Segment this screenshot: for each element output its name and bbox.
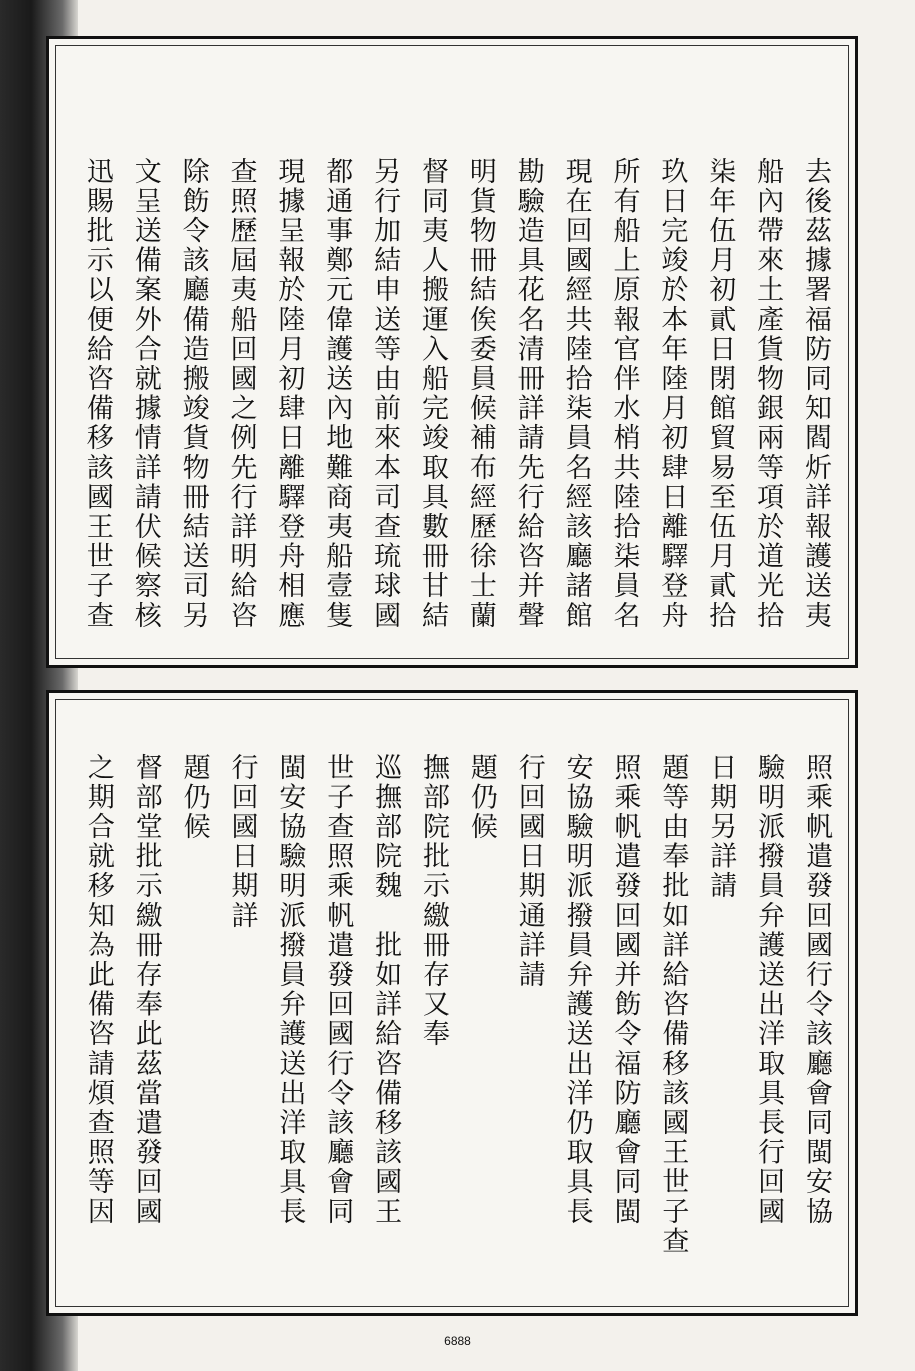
- text-column: 玖日完竣於本年陸月初肆日離驛登舟: [656, 157, 688, 631]
- text-column: 照乘帆遣發回國行令該廳會同閩安協: [801, 753, 832, 1227]
- text-column: 行回國日期通詳請: [513, 753, 545, 990]
- text-column: 巡撫部院魏 批如詳給咨備移該國王: [370, 753, 402, 1227]
- text-column: 行回國日期詳: [226, 753, 258, 931]
- text-column: 督同夷人搬運入船完竣取具數冊甘結: [417, 157, 448, 631]
- text-column: 都通事鄭元偉護送內地難商夷船壹隻: [321, 157, 353, 631]
- text-column: 照乘帆遣發回國并飭令福防廳會同閩: [609, 753, 641, 1227]
- text-column: 去後茲據署福防同知閻炘詳報護送夷: [800, 157, 831, 631]
- text-column: 迅賜批示以便給咨備移該國王世子查: [81, 157, 113, 631]
- text-column: 督部堂批示繳冊存奉此茲當遣發回國: [130, 753, 162, 1227]
- text-column: 撫部院批示繳冊存又奉: [418, 753, 449, 1049]
- lower-columns: [75, 753, 841, 1303]
- text-column: 安協驗明派撥員弁護送出洋仍取具長: [561, 753, 593, 1227]
- text-column: 文呈送備案外合就據情詳請伏候察核: [129, 157, 161, 631]
- text-column: 現在回國經共陸拾柒員名經該廳諸館: [560, 157, 592, 631]
- text-column: 日期另詳請: [705, 753, 737, 901]
- text-column: 題等由奉批如詳給咨備移該國王世子查: [657, 753, 689, 1257]
- lower-text-panel: [46, 690, 858, 1316]
- text-column: 閩安協驗明派撥員弁護送出洋取具長: [274, 753, 306, 1227]
- page-number: 6888: [444, 1334, 471, 1348]
- upper-text-panel: [46, 36, 858, 668]
- text-column: 驗明派撥員弁護送出洋取具長行回國: [753, 753, 785, 1227]
- text-column: 除飭令該廳備造搬竣貨物冊結送司另: [177, 157, 209, 631]
- text-column: 世子查照乘帆遣發回國行令該廳會同: [322, 753, 354, 1227]
- text-column: 查照歷屆夷船回國之例先行詳明給咨: [225, 157, 257, 631]
- upper-columns: [75, 157, 841, 655]
- text-column: 題仍候: [465, 753, 497, 842]
- text-column: 另行加結申送等由前來本司查琉球國: [369, 157, 401, 631]
- text-column: 所有船上原報官伴水梢共陸拾柒員名: [608, 157, 640, 631]
- text-column: 勘驗造具花名清冊詳請先行給咨并聲: [512, 157, 544, 631]
- text-column: 柒年伍月初貳日閉館貿易至伍月貳拾: [704, 157, 736, 631]
- text-column: 船內帶來土產貨物銀兩等項於道光拾: [752, 157, 784, 631]
- text-column: 明貨物冊結俟委員候補布經歷徐士蘭: [464, 157, 496, 631]
- text-column: 現據呈報於陸月初肆日離驛登舟相應: [273, 157, 305, 631]
- text-column: 之期合就移知為此備咨請煩查照等因: [82, 753, 114, 1227]
- text-column: 題仍候: [178, 753, 210, 842]
